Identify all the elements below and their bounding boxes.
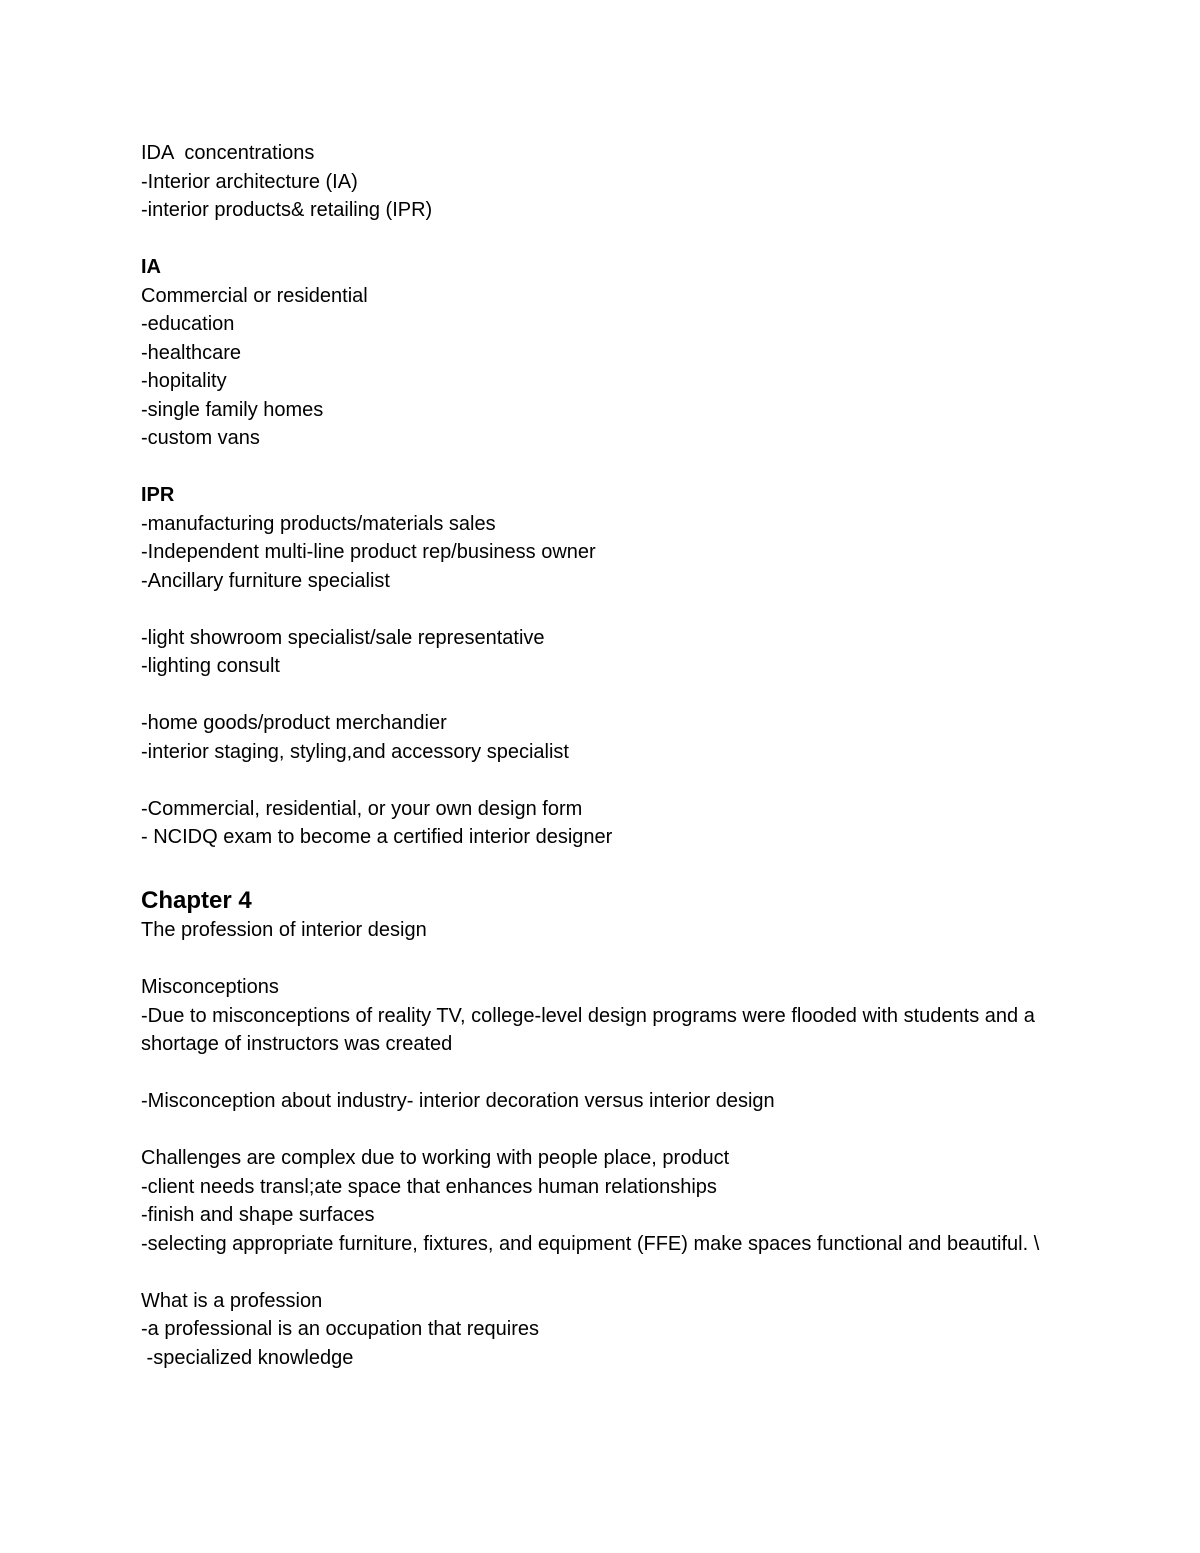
ipr-item: -interior staging, styling,and accessory specialist: [141, 740, 569, 763]
intro-item-ipr: -interior products& retailing (IPR): [141, 199, 433, 221]
ipr-item: - NCIDQ exam to become a certified interior designer: [141, 826, 613, 848]
ipr-item: -manufacturing products/materials sales: [141, 512, 496, 535]
misconceptions-title: Misconceptions: [141, 976, 279, 998]
ipr-item: -Commercial, residential, or your own design form: [141, 797, 583, 820]
document-page: [141, 139, 1061, 1372]
misconception-paragraph: -Misconception about industry- interior decoration versus interior design: [141, 1090, 775, 1112]
chapter-subtitle: The profession of interior design: [141, 919, 427, 941]
ia-heading: IA: [141, 256, 161, 278]
ia-item: -custom vans: [141, 427, 260, 449]
challenge-item: -client needs transl;ate space that enhances human relationships: [141, 1175, 717, 1198]
ia-item: -education: [141, 313, 235, 335]
ipr-item: -Independent multi-line product rep/business owner: [141, 541, 596, 563]
ia-item: -healthcare: [141, 341, 242, 364]
ia-lead: Commercial or residential: [141, 284, 368, 307]
chapter-heading: Chapter 4: [141, 887, 252, 914]
ipr-heading: IPR: [141, 484, 175, 506]
ipr-item: -light showroom specialist/sale representative: [141, 626, 545, 649]
ia-item: -single family homes: [141, 398, 324, 421]
profession-item: -specialized knowledge: [141, 1346, 354, 1369]
ipr-item: -Ancillary furniture specialist: [141, 569, 390, 592]
profession-title: What is a profession: [141, 1289, 323, 1312]
profession-item: -a professional is an occupation that requires: [141, 1318, 540, 1340]
ipr-item: -home goods/product merchandier: [141, 712, 447, 734]
intro-item-ia: -Interior architecture (IA): [141, 170, 358, 193]
intro-title: IDA concentrations: [141, 142, 315, 164]
ia-item: -hopitality: [141, 370, 227, 392]
challenges-title: Challenges are complex due to working with people place, product: [141, 1147, 730, 1169]
ipr-item: -lighting consult: [141, 655, 280, 677]
challenge-item: -selecting appropriate furniture, fixtures, and equipment (FFE) make spaces functional and beautiful. \: [141, 1232, 1040, 1255]
challenge-item: -finish and shape surfaces: [141, 1204, 375, 1226]
misconception-paragraph: -Due to misconceptions of reality TV, college-level design programs were flooded with students and a shortage of instructors was created: [141, 1004, 1035, 1055]
